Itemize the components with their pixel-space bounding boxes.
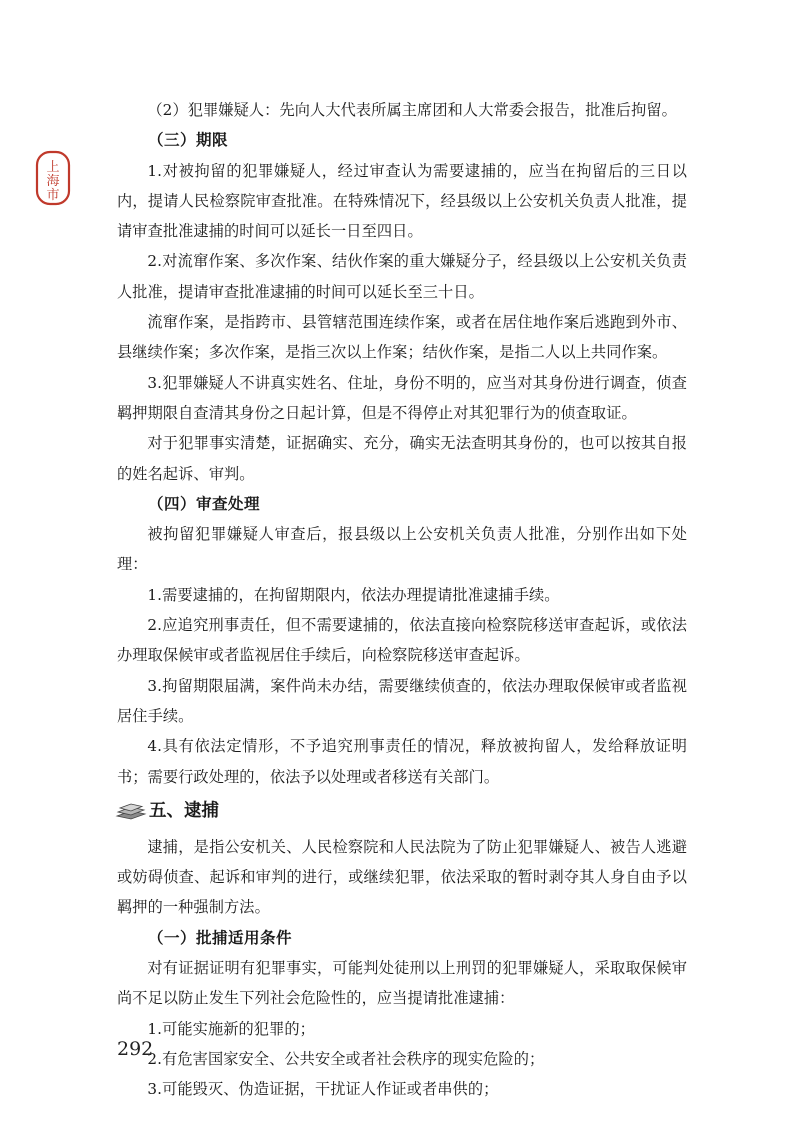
- paragraph: 2.有危害国家安全、公共安全或者社会秩序的现实危险的；: [147, 1049, 545, 1068]
- svg-text:海: 海: [46, 174, 60, 189]
- subheading-conditions: （一）批捕适用条件: [148, 927, 293, 947]
- svg-text:市: 市: [46, 188, 60, 203]
- paragraph: （2）犯罪嫌疑人：先向人大代表所属主席团和人大常委会报告，批准后拘留。: [147, 101, 677, 119]
- paragraph: 逮捕，是指公安机关、人民检察院和人民法院为了防止犯罪嫌疑人、被告人逃避或妨碍侦查、起诉和审判的进行，或继续犯罪，依法采取的暂时剥夺其人身自由予以羁押的一种强制方法。: [117, 837, 687, 917]
- paragraph: 被拘留犯罪嫌疑人审查后，报县级以上公安机关负责人批准，分别作出如下处理：: [117, 525, 687, 574]
- svg-text:上: 上: [46, 160, 60, 175]
- paragraph: 流窜作案，是指跨市、县管辖范围连续作案，或者在居住地作案后逃跑到外市、县继续作案；多次作案，是指三次以上作案；结伙作案，是指二人以上共同作案。: [117, 313, 687, 362]
- section-heading-text: 五、逮捕: [149, 800, 219, 821]
- paragraph: 2.应追究刑事责任，但不需要逮捕的，依法直接向检察院移送审查起诉，或依法办理取保候审或者监视居住手续后，向检察院移送审查起诉。: [117, 616, 687, 665]
- subheading-review: （四）审查处理: [148, 493, 261, 513]
- page-content: [117, 95, 687, 1105]
- page-number: 292: [117, 1038, 154, 1060]
- paragraph: 3.犯罪嫌疑人不讲真实姓名、住址，身份不明的，应当对其身份进行调查，侦查羁押期限自查清其身份之日起计算，但是不得停止对其犯罪行为的侦查取证。: [117, 373, 687, 422]
- paragraph: 对有证据证明有犯罪事实，可能判处徒刑以上刑罚的犯罪嫌疑人，采取取保候审尚不足以防止发生下列社会危险性的，应当提请批准逮捕：: [117, 959, 687, 1008]
- paragraph: 2.对流窜作案、多次作案、结伙作案的重大嫌疑分子，经县级以上公安机关负责人批准，提请审查批准逮捕的时间可以延长至三十日。: [117, 252, 687, 301]
- paragraph: 3.可能毁灭、伪造证据，干扰证人作证或者串供的；: [147, 1080, 499, 1099]
- paragraph: 1.对被拘留的犯罪嫌疑人，经过审查认为需要逮捕的，应当在拘留后的三日以内，提请人民检察院审查批准。在特殊情况下，经县级以上公安机关负责人批准，提请审查批准逮捕的时间可以延长一日至四日。: [117, 161, 687, 241]
- seal-stamp-icon: [33, 150, 73, 206]
- paragraph: 1.可能实施新的犯罪的；: [147, 1019, 315, 1038]
- paragraph: 1.需要逮捕的，在拘留期限内，依法办理提请批准逮捕手续。: [147, 585, 560, 604]
- book-stack-icon: [115, 802, 147, 820]
- paragraph: 3.拘留期限届满，案件尚未办结，需要继续侦查的，依法办理取保候审或者监视居住手续。: [117, 676, 687, 725]
- subheading-period: （三）期限: [148, 130, 229, 150]
- section-heading-arrest: [115, 796, 687, 826]
- paragraph: 4.具有依法定情形，不予追究刑事责任的情况，释放被拘留人，发给释放证明书；需要行政处理的，依法予以处理或者移送有关部门。: [117, 737, 687, 786]
- paragraph: 对于犯罪事实清楚，证据确实、充分，确实无法查明其身份的，也可以按其自报的姓名起诉、审判。: [117, 434, 687, 483]
